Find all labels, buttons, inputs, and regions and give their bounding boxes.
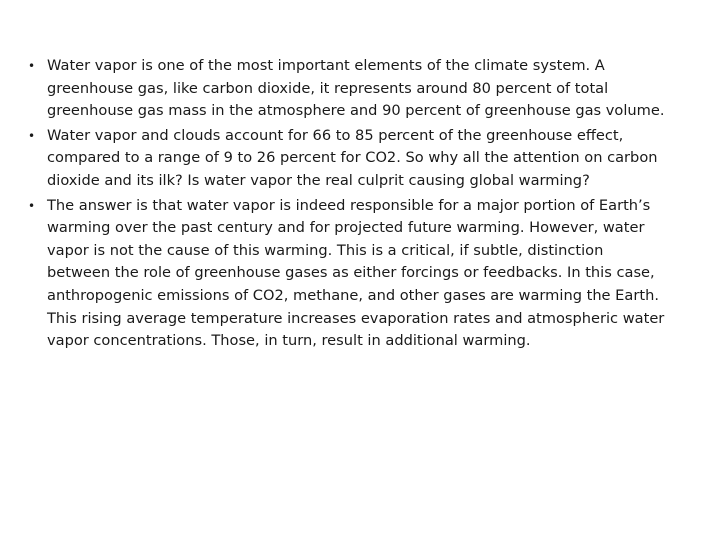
bullet-item bbox=[28, 55, 668, 123]
bullet-text: The answer is that water vapor is indeed responsible for a major portion of Earth’s warming over the past century and for projected future warming. However, water vapor is not the cause of this warming. This is a critical, if subtle, distinction between the role of greenhouse gases as either forcings or feedbacks. In this case, anthropogenic emissions of CO2, methane, and other gases are warming the Earth. This rising average temperature increases evaporation rates and atmospheric water vapor concentrations. Those, in turn, result in additional warming. bbox=[47, 196, 665, 350]
bullet-list bbox=[28, 55, 668, 355]
bullet-text: Water vapor and clouds account for 66 to 85 percent of the greenhouse effect, compared to a range of 9 to 26 percent for CO2. So why all the attention on carbon dioxide and its ilk? Is water vapor the real culprit causing global warming? bbox=[47, 126, 658, 189]
bullet-icon: • bbox=[28, 59, 36, 73]
bullet-item bbox=[28, 195, 668, 353]
bullet-icon: • bbox=[28, 198, 36, 213]
bullet-icon: • bbox=[28, 128, 36, 143]
bullet-text: Water vapor is one of the most important elements of the climate system. A greenhouse gas, like carbon dioxide, it represents around 80 percent of total greenhouse gas mass in the atmosphere and 90 percent of greenhouse gas volume. bbox=[47, 57, 665, 120]
bullet-item bbox=[28, 125, 668, 193]
